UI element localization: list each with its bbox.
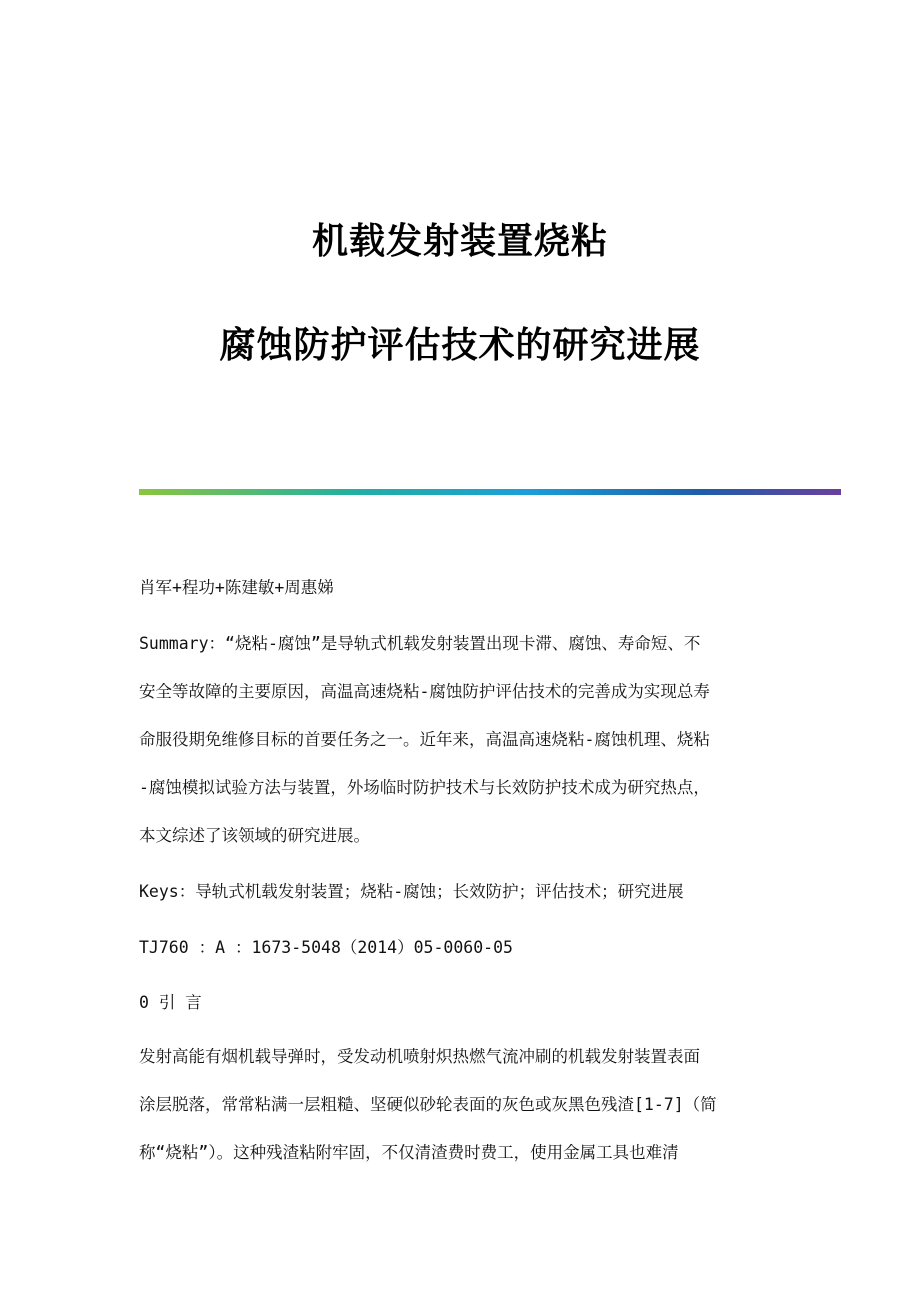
summary-line: 本文综述了该领域的研究进展。 [139, 826, 370, 845]
summary-line: 安全等故障的主要原因，高温高速烧粘-腐蚀防护评估技术的完善成为实现总寿 [139, 682, 710, 701]
section-heading: 0 引 言 [139, 993, 202, 1012]
summary-line: Summary：“烧粘-腐蚀”是导轨式机载发射装置出现卡滞、腐蚀、寿命短、不 [139, 634, 701, 653]
gradient-divider [139, 489, 841, 495]
body-line: 发射高能有烟机载导弹时，受发动机喷射炽热燃气流冲刷的机载发射装置表面 [139, 1047, 700, 1066]
body-paragraph [139, 1047, 779, 1191]
authors: 肖军+程功+陈建敏+周惠娣 [139, 578, 334, 597]
document-title-line-1: 机载发射装置烧粘 [311, 221, 608, 262]
body-line: 称“烧粘”）。这种残渣粘附牢固，不仅清渣费时费工，使用金属工具也难清 [139, 1143, 679, 1162]
summary-paragraph [139, 634, 779, 874]
summary-line: -腐蚀模拟试验方法与装置，外场临时防护技术与长效防护技术成为研究热点， [139, 778, 710, 797]
body-line: 涂层脱落，常常粘满一层粗糙、坚硬似砂轮表面的灰色或灰黑色残渣[1-7]（简 [139, 1095, 717, 1114]
summary-line: 命服役期免维修目标的首要任务之一。近年来，高温高速烧粘-腐蚀机理、烧粘 [139, 730, 710, 749]
document-title-line-2: 腐蚀防护评估技术的研究进展 [219, 325, 701, 366]
classification-code: TJ760 ：A ：1673-5048（2014）05-0060-05 [139, 938, 513, 957]
keywords: Keys：导轨式机载发射装置；烧粘-腐蚀；长效防护；评估技术；研究进展 [139, 882, 684, 901]
